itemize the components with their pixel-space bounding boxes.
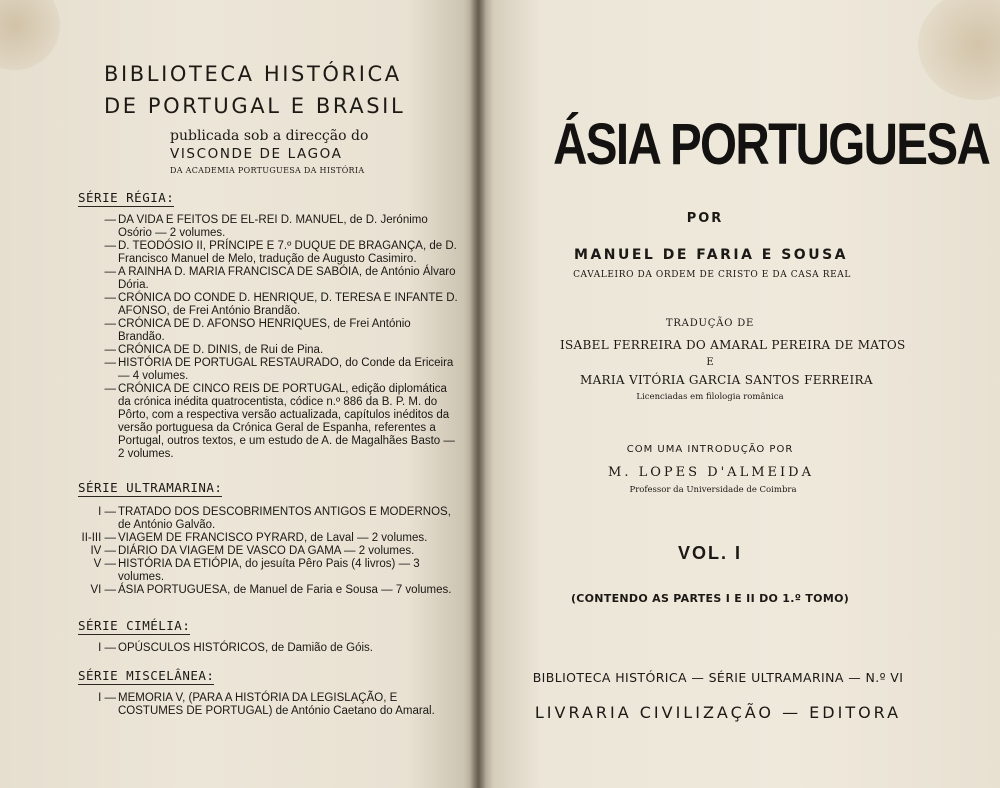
volume-label: VOL. I <box>677 543 742 563</box>
collection-line: BIBLIOTECA HISTÓRICA — SÉRIE ULTRAMARINA — N.º VI <box>532 670 904 685</box>
translator-2: MARIA VITÓRIA GARCIA SANTOS FERREIRA <box>580 373 873 387</box>
translation-label: TRADUÇÃO DE <box>665 318 755 329</box>
translator-note: Licenciadas em filologia românica <box>636 392 784 402</box>
list-item: — A RAINHA D. MARIA FRANCISCA DE SABÓIA, de António Álvaro Dória. <box>104 266 456 291</box>
list-item: VI — ÁSIA PORTUGUESA, de Manuel de Faria e Sousa — 7 volumes. <box>90 584 452 596</box>
book-gutter <box>470 0 486 788</box>
heading-serie-cimelia: SÉRIE CIMÉLIA: <box>78 618 191 633</box>
volume-contents: (CONTENDO AS PARTES I E II DO 1.º TOMO) <box>570 592 850 605</box>
book-title: ÁSIA PORTUGUESA <box>553 112 990 177</box>
series-title-line1: BIBLIOTECA HISTÓRICA <box>104 62 402 86</box>
list-serie-miscelanea <box>80 692 460 718</box>
list-item: I — MEMORIA V, (PARA A HISTÓRIA DA LEGISLAÇÃO, E COSTUMES DE PORTUGAL) de António Caetano do Amaral. <box>98 692 435 717</box>
intro-author-title: Professor da Universidade de Coimbra <box>629 485 797 495</box>
list-item: — D. TEODÓSIO II, PRÍNCIPE E 7.º DUQUE DE BRAGANÇA, de D. Francisco Manuel de Melo, tradução de Augusto Casimiro. <box>104 240 457 265</box>
intro-label: COM UMA INTRODUÇÃO POR <box>626 444 794 455</box>
translator-1: ISABEL FERREIRA DO AMARAL PEREIRA DE MATOS <box>560 338 906 352</box>
left-page <box>0 0 478 788</box>
by-label: POR <box>686 211 724 226</box>
series-title-line2: DE PORTUGAL E BRASIL <box>104 94 406 118</box>
list-item: — CRÓNICA DE D. AFONSO HENRIQUES, de Frei António Brandão. <box>104 318 411 343</box>
list-item: — CRÓNICA DE CINCO REIS DE PORTUGAL, edição diplomática da crónica inédita quatrocentista, códice n.º 886 da B. P. M. do Pôrto, com a respectiva versão actualizada, capítulos inéditos da versão portuguesa da Crónica Geral de Espanha, referentes a Portugal, outros textos, e um estudo de A. de Magalhães Basto — 2 volumes. <box>104 383 455 460</box>
author-name: MANUEL DE FARIA E SOUSA <box>574 247 848 263</box>
series-director: VISCONDE DE LAGOA <box>170 146 343 162</box>
list-item: V — HISTÓRIA DA ETIÓPIA, do jesuíta Pêro Pais (4 livros) — 3 volumes. <box>93 558 420 583</box>
list-item: — DA VIDA E FEITOS DE EL-REI D. MANUEL, de D. Jerónimo Osório — 2 volumes. <box>104 214 428 239</box>
list-serie-ultramarina <box>80 506 460 597</box>
list-item: — CRÓNICA DE D. DINIS, de Rui de Pina. <box>104 344 324 356</box>
heading-serie-ultramarina: SÉRIE ULTRAMARINA: <box>78 480 223 495</box>
list-item: I — TRATADO DOS DESCOBRIMENTOS ANTIGOS E MODERNOS, de António Galvão. <box>98 506 451 531</box>
conjunction: E <box>706 357 714 368</box>
list-item: IV — DIÁRIO DA VIAGEM DE VASCO DA GAMA — 2 volumes. <box>90 545 415 557</box>
list-serie-cimelia <box>80 642 460 655</box>
list-item: — CRÓNICA DO CONDE D. HENRIQUE, D. TERESA E INFANTE D. AFONSO, de Frei António Brandão. <box>104 292 458 317</box>
list-item: I — OPÚSCULOS HISTÓRICOS, de Damião de Góis. <box>98 642 373 654</box>
series-academy: DA ACADEMIA PORTUGUESA DA HISTÓRIA <box>170 166 365 175</box>
author-title: CAVALEIRO DA ORDEM DE CRISTO E DA CASA REAL <box>573 270 851 280</box>
series-subtitle: publicada sob a direcção do <box>170 128 369 144</box>
list-item: II-III — VIAGEM DE FRANCISCO PYRARD, de Laval — 2 volumes. <box>81 532 428 544</box>
publisher-line: LIVRARIA CIVILIZAÇÃO — EDITORA <box>534 703 902 722</box>
heading-serie-regia: SÉRIE RÉGIA: <box>78 190 175 205</box>
heading-serie-miscelanea: SÉRIE MISCELÂNEA: <box>78 668 215 683</box>
list-serie-regia <box>80 214 460 461</box>
list-item: — HISTÓRIA DE PORTUGAL RESTAURADO, do Conde da Ericeira — 4 volumes. <box>104 357 454 382</box>
intro-author: M. LOPES D'ALMEIDA <box>608 465 814 480</box>
